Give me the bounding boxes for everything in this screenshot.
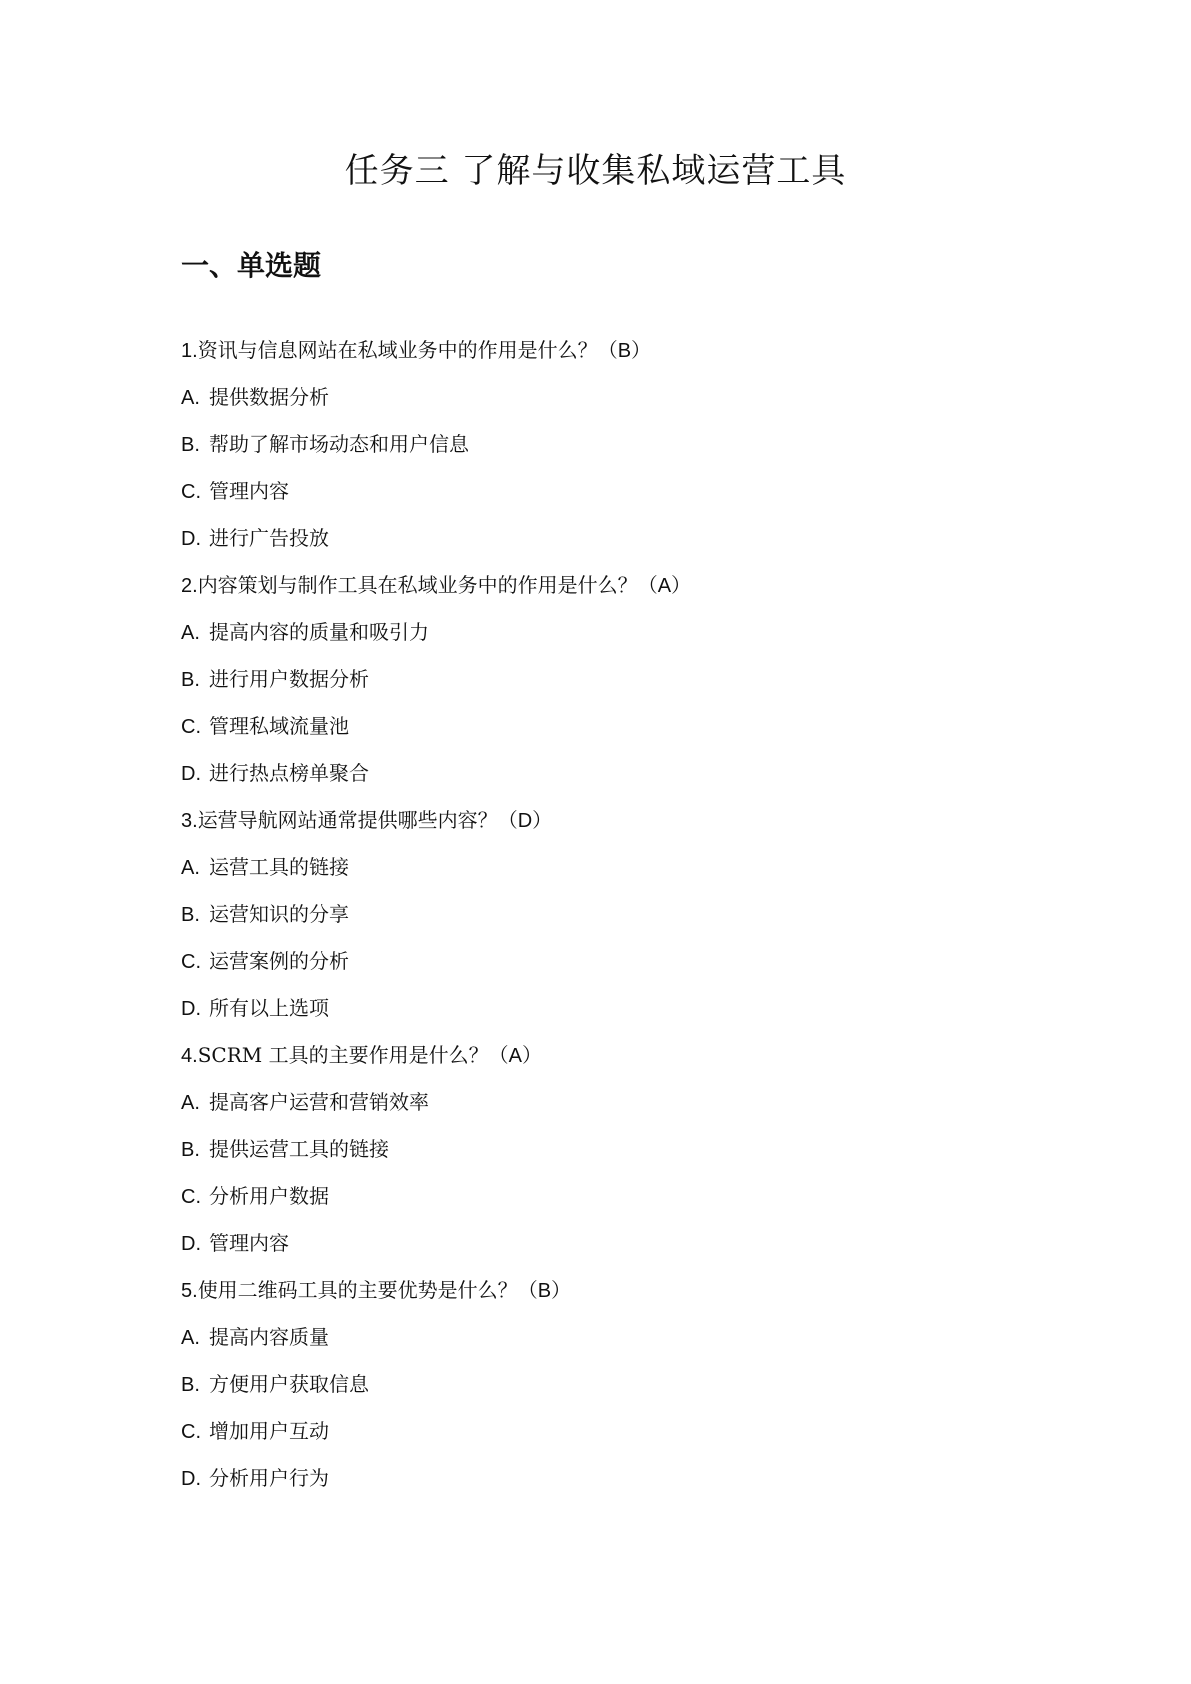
option-letter: C. — [181, 716, 201, 738]
option-c — [181, 1180, 1081, 1227]
question-text: 运营导航网站通常提供哪些内容？ — [197, 808, 498, 832]
option-text: 管理内容 — [209, 479, 289, 503]
option-text: 提供运营工具的链接 — [209, 1137, 389, 1161]
option-c — [181, 475, 1081, 522]
option-b — [181, 1133, 1081, 1180]
option-text: 管理内容 — [209, 1231, 289, 1255]
option-letter: D. — [181, 998, 201, 1020]
question-2 — [181, 569, 1081, 804]
option-letter: C. — [181, 1186, 201, 1208]
question-stem — [181, 804, 1081, 851]
question-5 — [181, 1274, 1081, 1509]
option-text: 提高内容质量 — [209, 1325, 329, 1349]
option-text: 运营工具的链接 — [209, 855, 349, 879]
answer-open-paren: （ — [488, 1043, 509, 1067]
question-stem — [181, 1039, 1081, 1086]
question-number: 2. — [181, 575, 198, 597]
option-letter: A. — [181, 1327, 200, 1349]
question-number: 1. — [181, 340, 198, 362]
option-text: 管理私域流量池 — [209, 714, 349, 738]
question-number: 3. — [181, 810, 198, 832]
option-c — [181, 710, 1081, 757]
option-text: 分析用户行为 — [209, 1466, 329, 1490]
question-stem — [181, 334, 1081, 381]
option-d — [181, 1462, 1081, 1509]
answer-letter: B — [537, 1280, 552, 1302]
option-letter: A. — [181, 622, 200, 644]
option-b — [181, 898, 1081, 945]
section-heading: 一、单选题 — [181, 249, 322, 282]
question-text: 内容策划与制作工具在私域业务中的作用是什么？ — [197, 573, 638, 597]
question-stem — [181, 569, 1081, 616]
answer-open-paren: （ — [637, 573, 658, 597]
question-3 — [181, 804, 1081, 1039]
answer-open-paren: （ — [517, 1278, 538, 1302]
option-text: 进行广告投放 — [209, 526, 329, 550]
option-text: 运营案例的分析 — [209, 949, 349, 973]
option-c — [181, 1415, 1081, 1462]
option-text: 增加用户互动 — [209, 1419, 329, 1443]
option-a — [181, 616, 1081, 663]
answer-close-paren: ） — [551, 1278, 572, 1302]
answer-close-paren: ） — [671, 573, 692, 597]
option-b — [181, 1368, 1081, 1415]
option-c — [181, 945, 1081, 992]
option-letter: A. — [181, 1092, 200, 1114]
option-letter: D. — [181, 763, 201, 785]
option-text: 所有以上选项 — [209, 996, 329, 1020]
option-letter: B. — [181, 1139, 200, 1161]
option-a — [181, 1086, 1081, 1133]
page-title: 任务三 了解与收集私域运营工具 — [344, 151, 847, 191]
answer-close-paren: ） — [532, 808, 553, 832]
option-text: 方便用户获取信息 — [209, 1372, 369, 1396]
option-letter: B. — [181, 434, 200, 456]
option-letter: C. — [181, 481, 201, 503]
answer-open-paren: （ — [597, 338, 618, 362]
option-letter: B. — [181, 904, 200, 926]
option-d — [181, 522, 1081, 569]
answer-close-paren: ） — [631, 338, 652, 362]
option-a — [181, 381, 1081, 428]
question-text: 资讯与信息网站在私域业务中的作用是什么？ — [197, 338, 598, 362]
option-text: 提高内容的质量和吸引力 — [209, 620, 429, 644]
option-letter: A. — [181, 857, 200, 879]
option-text: 运营知识的分享 — [209, 902, 349, 926]
option-letter: D. — [181, 1468, 201, 1490]
option-letter: B. — [181, 1374, 200, 1396]
option-b — [181, 428, 1081, 475]
option-b — [181, 663, 1081, 710]
answer-letter: A — [657, 575, 672, 597]
question-number: 4. — [181, 1045, 198, 1067]
option-text: 提供数据分析 — [209, 385, 329, 409]
question-1 — [181, 334, 1081, 569]
option-d — [181, 757, 1081, 804]
option-letter: C. — [181, 951, 201, 973]
question-text: 使用二维码工具的主要优势是什么？ — [197, 1278, 518, 1302]
answer-letter: D — [517, 810, 533, 832]
option-letter: B. — [181, 669, 200, 691]
answer-letter: A — [508, 1045, 522, 1067]
answer-close-paren: ） — [521, 1043, 542, 1067]
option-text: 提高客户运营和营销效率 — [209, 1090, 429, 1114]
option-a — [181, 1321, 1081, 1368]
answer-open-paren: （ — [497, 808, 518, 832]
option-letter: A. — [181, 387, 200, 409]
option-d — [181, 1227, 1081, 1274]
question-text: SCRM 工具的主要作用是什么？ — [197, 1043, 489, 1067]
question-4 — [181, 1039, 1081, 1274]
option-letter: D. — [181, 1233, 201, 1255]
question-list — [181, 334, 1081, 1509]
option-d — [181, 992, 1081, 1039]
question-number: 5. — [181, 1280, 198, 1302]
option-text: 分析用户数据 — [209, 1184, 329, 1208]
option-text: 帮助了解市场动态和用户信息 — [209, 432, 469, 456]
question-stem — [181, 1274, 1081, 1321]
option-a — [181, 851, 1081, 898]
option-letter: D. — [181, 528, 201, 550]
option-text: 进行热点榜单聚合 — [209, 761, 369, 785]
option-letter: C. — [181, 1421, 201, 1443]
answer-letter: B — [617, 340, 632, 362]
option-text: 进行用户数据分析 — [209, 667, 369, 691]
